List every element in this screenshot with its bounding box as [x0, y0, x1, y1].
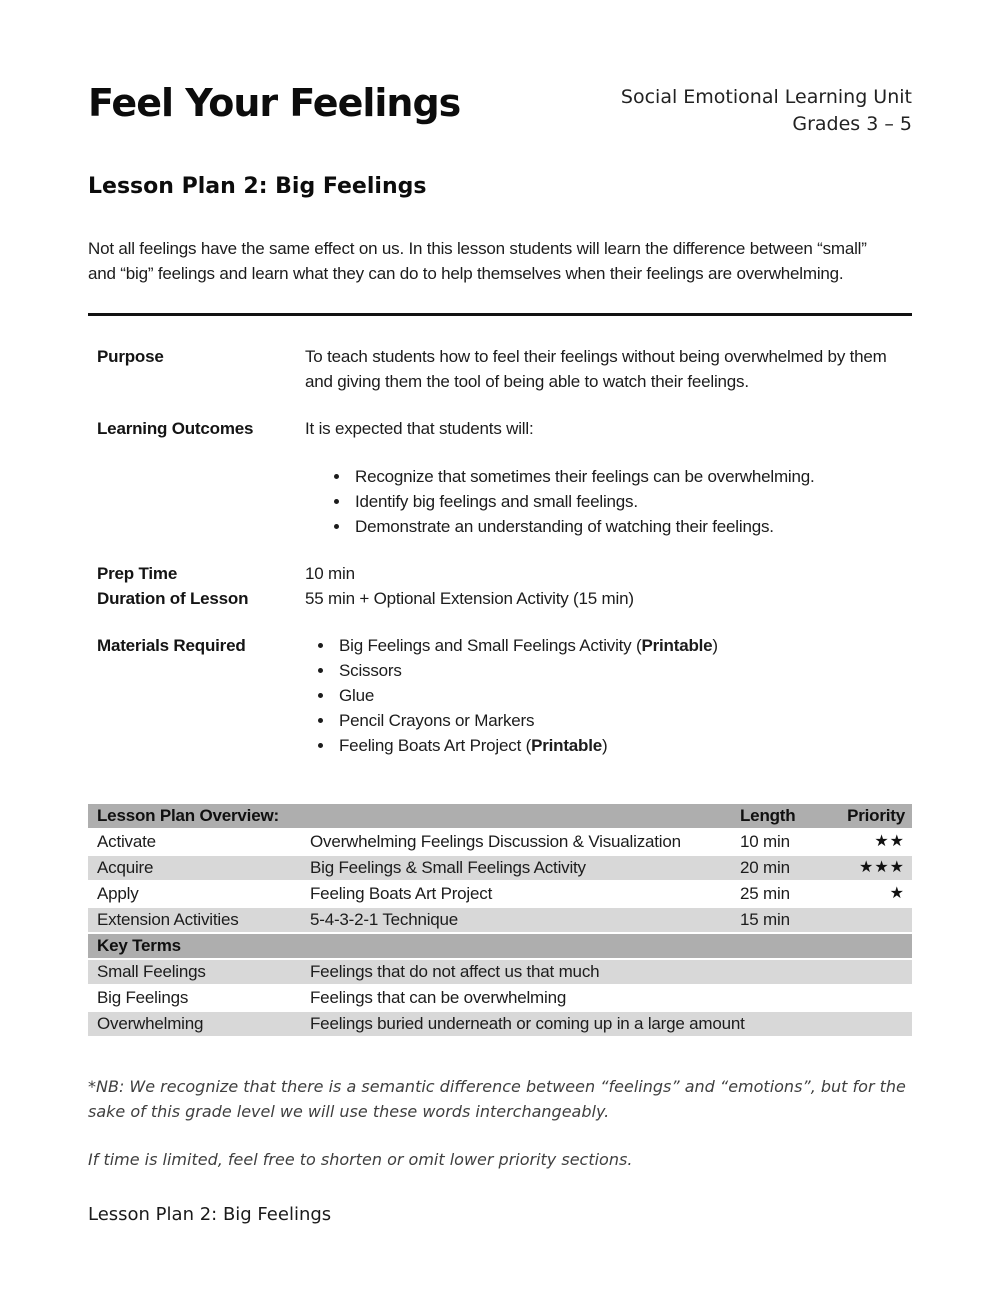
- table-row: Apply Feeling Boats Art Project 25 min ★: [88, 882, 912, 908]
- table-row: Acquire Big Feelings & Small Feelings Activity 20 min ★★★: [88, 856, 912, 882]
- duration-value: 55 min + Optional Extension Activity (15 min): [305, 589, 634, 608]
- materials-list: [305, 633, 912, 758]
- lesson-overview-table: [88, 804, 912, 1038]
- doc-header: [88, 80, 912, 138]
- key-term-row: [88, 960, 912, 986]
- outcome-item: • Demonstrate an understanding of watching their feelings.: [351, 514, 912, 539]
- purpose-label: Purpose: [97, 347, 164, 366]
- learning-outcomes-label: Learning Outcomes: [97, 419, 254, 438]
- timing-row: [97, 561, 912, 611]
- prep-time-value: 10 min: [305, 564, 355, 583]
- unit-grades: Grades 3 – 5: [792, 113, 912, 135]
- unit-info: [621, 80, 912, 138]
- purpose-row: [97, 344, 912, 394]
- material-item: • Feeling Boats Art Project (Printable): [335, 733, 912, 758]
- priority-stars: ★★★: [858, 859, 905, 876]
- key-term-row: [88, 986, 912, 1012]
- material-item: • Glue: [335, 683, 912, 708]
- materials-content: [305, 633, 912, 758]
- priority-stars: ★: [889, 885, 905, 902]
- table-header-priority: Priority: [847, 806, 905, 825]
- learning-outcomes-row: [97, 416, 912, 539]
- lesson-title: Lesson Plan 2: Big Feelings: [88, 174, 427, 199]
- outcomes-list: [305, 464, 912, 539]
- materials-label: Materials Required: [97, 636, 246, 655]
- prep-time-label: Prep Time: [97, 564, 178, 583]
- purpose-content: [305, 344, 912, 394]
- table-header-title: Lesson Plan Overview:: [97, 806, 279, 825]
- key-terms-header: Key Terms: [97, 936, 181, 955]
- purpose-text: To teach students how to feel their feelings without being overwhelmed by them and giving them the tool of being able to watch their feelings.: [305, 347, 887, 391]
- key-term: Small Feelings: [97, 962, 206, 981]
- key-terms-header-row: [88, 934, 912, 960]
- key-term-definition: Feelings that can be overwhelming: [310, 988, 567, 1007]
- table-row: Activate Overwhelming Feelings Discussion & Visualization 10 min ★★: [88, 830, 912, 856]
- learning-outcomes-content: [305, 416, 912, 539]
- page-footer: Lesson Plan 2: Big Feelings: [88, 1204, 332, 1225]
- table-header-length: Length: [740, 806, 796, 825]
- priority-stars: ★★: [874, 833, 905, 850]
- material-item: • Big Feelings and Small Feelings Activity (Printable): [335, 633, 912, 658]
- outcome-item: • Recognize that sometimes their feelings can be overwhelming.: [351, 464, 912, 489]
- duration-label: Duration of Lesson: [97, 589, 249, 608]
- unit-name: Social Emotional Learning Unit: [620, 86, 912, 108]
- time-note: If time is limited, feel free to shorten or omit lower priority sections.: [88, 1150, 633, 1169]
- outcomes-intro: It is expected that students will:: [305, 419, 534, 438]
- material-item: • Scissors: [335, 658, 912, 683]
- doc-title: Feel Your Feelings: [88, 81, 461, 125]
- nb-note: *NB: We recognize that there is a semantic difference between “feelings” and “emotions”, but for the sake of this grade level we will use these words interchangeably.: [88, 1077, 906, 1121]
- timing-labels: [97, 561, 305, 611]
- timing-values: [305, 561, 912, 611]
- key-term: Big Feelings: [97, 988, 189, 1007]
- details-section: [97, 344, 912, 758]
- key-term-definition: Feelings buried underneath or coming up in a large amount: [310, 1014, 745, 1033]
- key-term-row: [88, 1012, 912, 1038]
- table-row: Extension Activities 5-4-3-2-1 Technique 15 min: [88, 908, 912, 934]
- intro-paragraph: Not all feelings have the same effect on us. In this lesson students will learn the difference between “small” and “big” feelings and learn what they can do to help themselves when their feelings are overwhelming.: [88, 239, 867, 283]
- outcome-item: • Identify big feelings and small feelings.: [351, 489, 912, 514]
- material-item: • Pencil Crayons or Markers: [335, 708, 912, 733]
- key-term: Overwhelming: [97, 1014, 204, 1033]
- key-term-definition: Feelings that do not affect us that much: [310, 962, 600, 981]
- table-header-row: [88, 804, 912, 830]
- materials-row: [97, 633, 912, 758]
- section-divider: [88, 313, 912, 316]
- notes-section: [88, 1074, 912, 1172]
